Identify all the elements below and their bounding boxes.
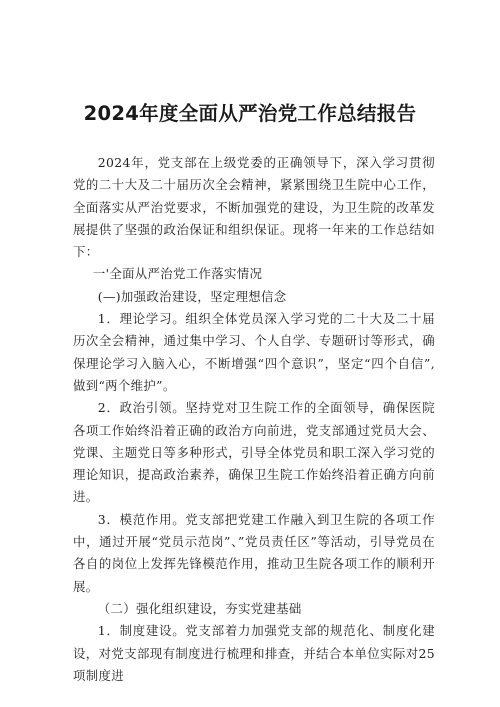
document-title: 2024年度全面从严治党工作总结报告 — [83, 102, 417, 125]
item-theory-study: 1．理论学习。组织全体党员深入学习党的二十大及二十届历次全会精神，通过集中学习、个人自学、专题研讨等形式，确保理论学习入脑入心，不断增强“四个意识”，坚定“四个自信”,做到“两个维护”。 — [73, 311, 435, 393]
item-exemplary-role: 3．模范作用。党支部把党建工作融入到卫生院的各项工作中，通过开展“党员示范岗”、”党员责任区”等活动，引导党员在各自的岗位上发挥先锋模范作用，推动卫生院各项工作的顺利开展。 — [73, 511, 435, 594]
document-body — [73, 152, 435, 687]
subsection-heading-2: （二）强化组织建设，夯实党建基础 — [97, 600, 302, 616]
item-system-building: 1．制度建设。党支部着力加强党支部的规范化、制度化建设，对党支部现有制度进行梳理和排查，并结合本单位实际对25项制度进 — [73, 623, 435, 683]
subsection-heading-1: (—)加强政治建设，坚定理想信念 — [97, 288, 287, 304]
intro-paragraph: 2024年，党支部在上级党委的正确领导下，深入学习贯彻党的二十大及二十届历次全会精神，紧紧围绕卫生院中心工作，全面落实从严治党要求，不断加强党的建设，为卫生院的改革发展提供了坚强的政治保证和组织保证。现将一年来的工作总结如下： — [73, 155, 435, 260]
item-political-guidance: 2．政治引领。坚持党对卫生院工作的全面领导，确保医院各项工作始终沿着正确的政治方向前进，党支部通过党员大会、党课、主题党日等多种形式，引导全体党员和职工深入学习党的理论知识，提高政治素养，确保卫生院工作始终沿着正确方向前进。 — [73, 400, 435, 505]
section-heading-1: 一'全面从严治党工作落实情况 — [92, 266, 263, 282]
